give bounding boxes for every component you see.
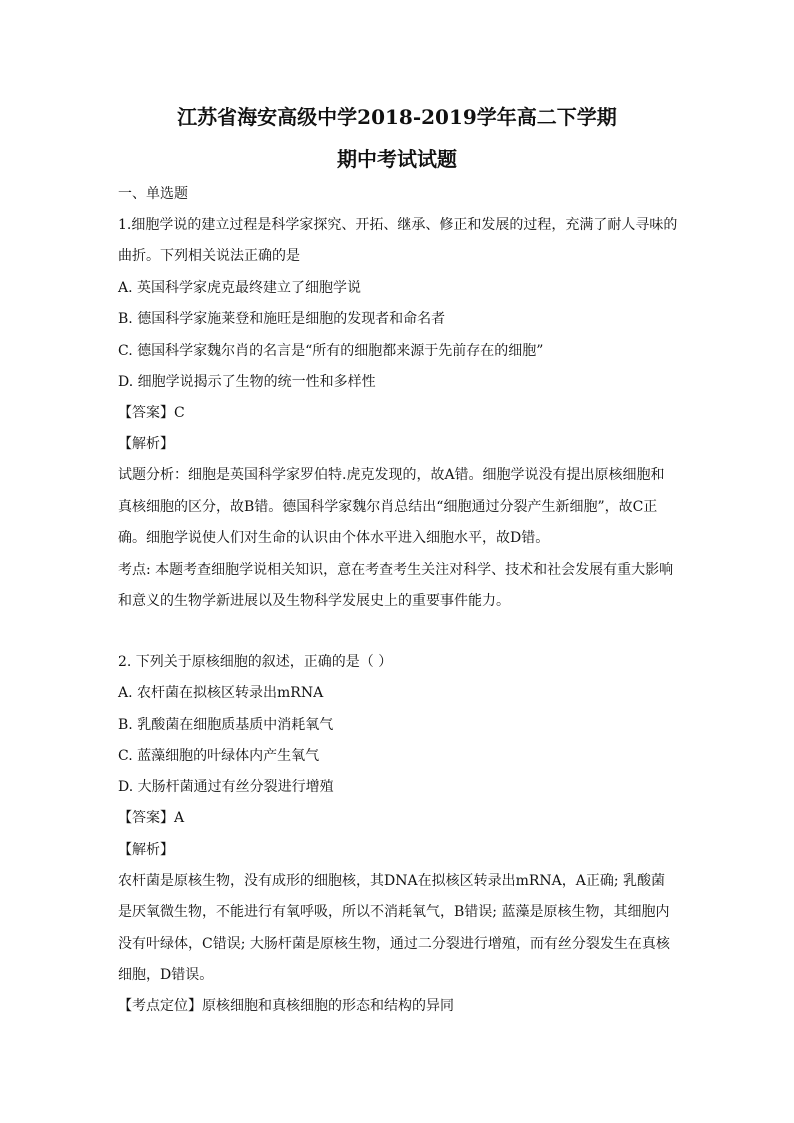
question-2-option-a: A. 农杆菌在拟核区转录出mRNA xyxy=(118,685,324,701)
question-2-analysis-label: 【解析】 xyxy=(118,842,174,858)
question-2-answer: 【答案】A xyxy=(118,810,185,826)
section-header: 一、单选题 xyxy=(118,186,188,202)
question-2-analysis-line-2: 是厌氧微生物，不能进行有氧呼吸，所以不消耗氧气，B错误; 蓝藻是原核生物，其细胞内 xyxy=(118,904,670,920)
question-2-analysis-line-3: 没有叶绿体，C错误; 大肠杆菌是原核生物，通过二分裂进行增殖，而有丝分裂发生在真核 xyxy=(118,936,670,952)
question-1-analysis-line-1: 试题分析：细胞是英国科学家罗伯特.虎克发现的，故A错。细胞学说没有提出原核细胞和 xyxy=(118,467,665,483)
question-1-analysis-line-2: 真核细胞的区分，故B错。德国科学家魏尔肖总结出“细胞通过分裂产生新细胞”，故C正 xyxy=(118,499,658,515)
question-1-answer: 【答案】C xyxy=(118,405,185,421)
question-2-option-b: B. 乳酸菌在细胞质基质中消耗氧气 xyxy=(118,717,334,733)
question-1-option-b: B. 德国科学家施莱登和施旺是细胞的发现者和命名者 xyxy=(118,311,446,327)
question-1-option-d: D. 细胞学说揭示了生物的统一性和多样性 xyxy=(118,374,376,390)
question-2-kaodian: 【考点定位】原核细胞和真核细胞的形态和结构的异同 xyxy=(118,998,454,1014)
question-1-analysis-line-3: 确。细胞学说使人们对生命的认识由个体水平进入细胞水平，故D错。 xyxy=(118,530,550,546)
question-1-stem-line-1: 1.细胞学说的建立过程是科学家探究、开拓、继承、修正和发展的过程，充满了耐人寻味的 xyxy=(118,217,678,233)
question-2-analysis-line-1: 农杆菌是原核生物，没有成形的细胞核，其DNA在拟核区转录出mRNA，A正确; 乳酸菌 xyxy=(118,873,666,889)
question-2-analysis-line-4: 细胞，D错误。 xyxy=(118,967,214,983)
question-2-option-c: C. 蓝藻细胞的叶绿体内产生氧气 xyxy=(118,748,320,764)
question-2-stem: 2. 下列关于原核细胞的叙述，正确的是（ ） xyxy=(118,654,393,670)
question-1-stem-line-2: 曲折。下列相关说法正确的是 xyxy=(118,248,300,264)
document-subtitle: 期中考试试题 xyxy=(337,147,457,171)
question-1-kaodian-line-1: 考点: 本题考查细胞学说相关知识，意在考查考生关注对科学、技术和社会发展有重大影响 xyxy=(118,562,674,578)
question-1-kaodian-line-2: 和意义的生物学新进展以及生物科学发展史上的重要事件能力。 xyxy=(118,593,510,609)
question-1-option-a: A. 英国科学家虎克最终建立了细胞学说 xyxy=(118,280,362,296)
question-1-analysis-label: 【解析】 xyxy=(118,436,174,452)
document-title: 江苏省海安高级中学2018-2019学年高二下学期 xyxy=(177,105,617,129)
question-2-option-d: D. 大肠杆菌通过有丝分裂进行增殖 xyxy=(118,779,334,795)
question-1-option-c: C. 德国科学家魏尔肖的名言是“所有的细胞都来源于先前存在的细胞” xyxy=(118,343,544,359)
